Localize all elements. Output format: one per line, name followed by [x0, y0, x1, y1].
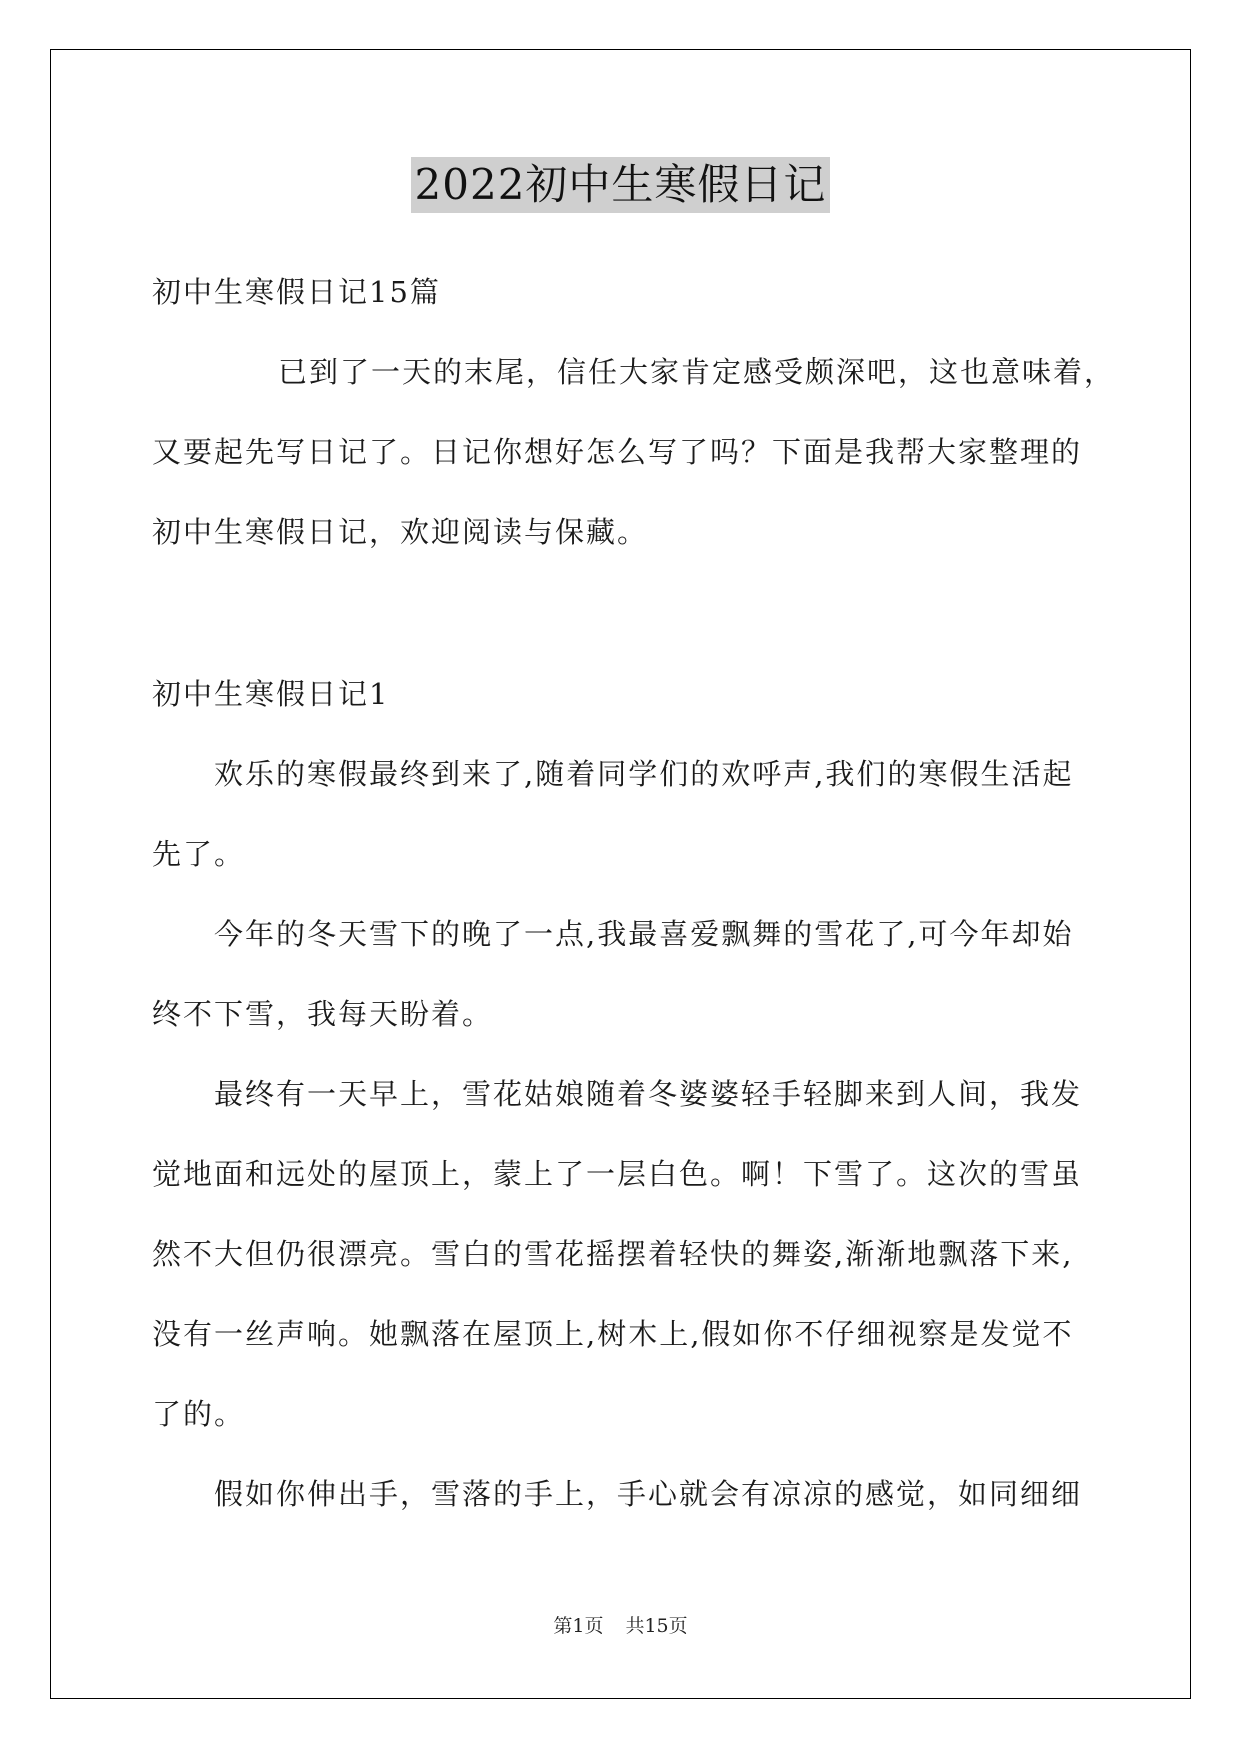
paragraph-line: 先了。: [152, 837, 246, 871]
title-block: [0, 157, 1241, 213]
paragraph-line: 终不下雪，我每天盼着。: [152, 997, 494, 1031]
page-total: 共15页: [625, 1615, 688, 1637]
paragraph-line: 觉地面和远处的屋顶上，蒙上了一层白色。啊！下雪了。这次的雪虽: [152, 1157, 1083, 1191]
subtitle-line: 初中生寒假日记15篇: [152, 275, 441, 309]
page-footer: [0, 1613, 1241, 1639]
intro-line-3: 初中生寒假日记，欢迎阅读与保藏。: [152, 515, 649, 549]
paragraph-line: 没有一丝声响。她飘落在屋顶上,树木上,假如你不仔细视察是发觉不: [152, 1317, 1074, 1351]
intro-line-1: 已到了一天的末尾，信任大家肯定感受颇深吧，这也意味着，: [278, 355, 1116, 389]
page-number: 第1页: [553, 1615, 604, 1637]
section-heading: 初中生寒假日记1: [152, 677, 390, 711]
document-title: 2022初中生寒假日记: [411, 157, 831, 213]
paragraph-line: 然不大但仍很漂亮。雪白的雪花摇摆着轻快的舞姿,渐渐地飘落下来,: [152, 1237, 1074, 1271]
intro-line-2: 又要起先写日记了。日记你想好怎么写了吗？下面是我帮大家整理的: [152, 435, 1083, 469]
paragraph-line: 欢乐的寒假最终到来了,随着同学们的欢呼声,我们的寒假生活起: [214, 757, 1074, 791]
paragraph-line: 今年的冬天雪下的晚了一点,我最喜爱飘舞的雪花了,可今年却始: [214, 917, 1074, 951]
paragraph-line: 最终有一天早上，雪花姑娘随着冬婆婆轻手轻脚来到人间，我发: [214, 1077, 1083, 1111]
paragraph-line: 假如你伸出手，雪落的手上，手心就会有凉凉的感觉，如同细细: [214, 1477, 1083, 1511]
paragraph-line: 了的。: [152, 1397, 246, 1431]
